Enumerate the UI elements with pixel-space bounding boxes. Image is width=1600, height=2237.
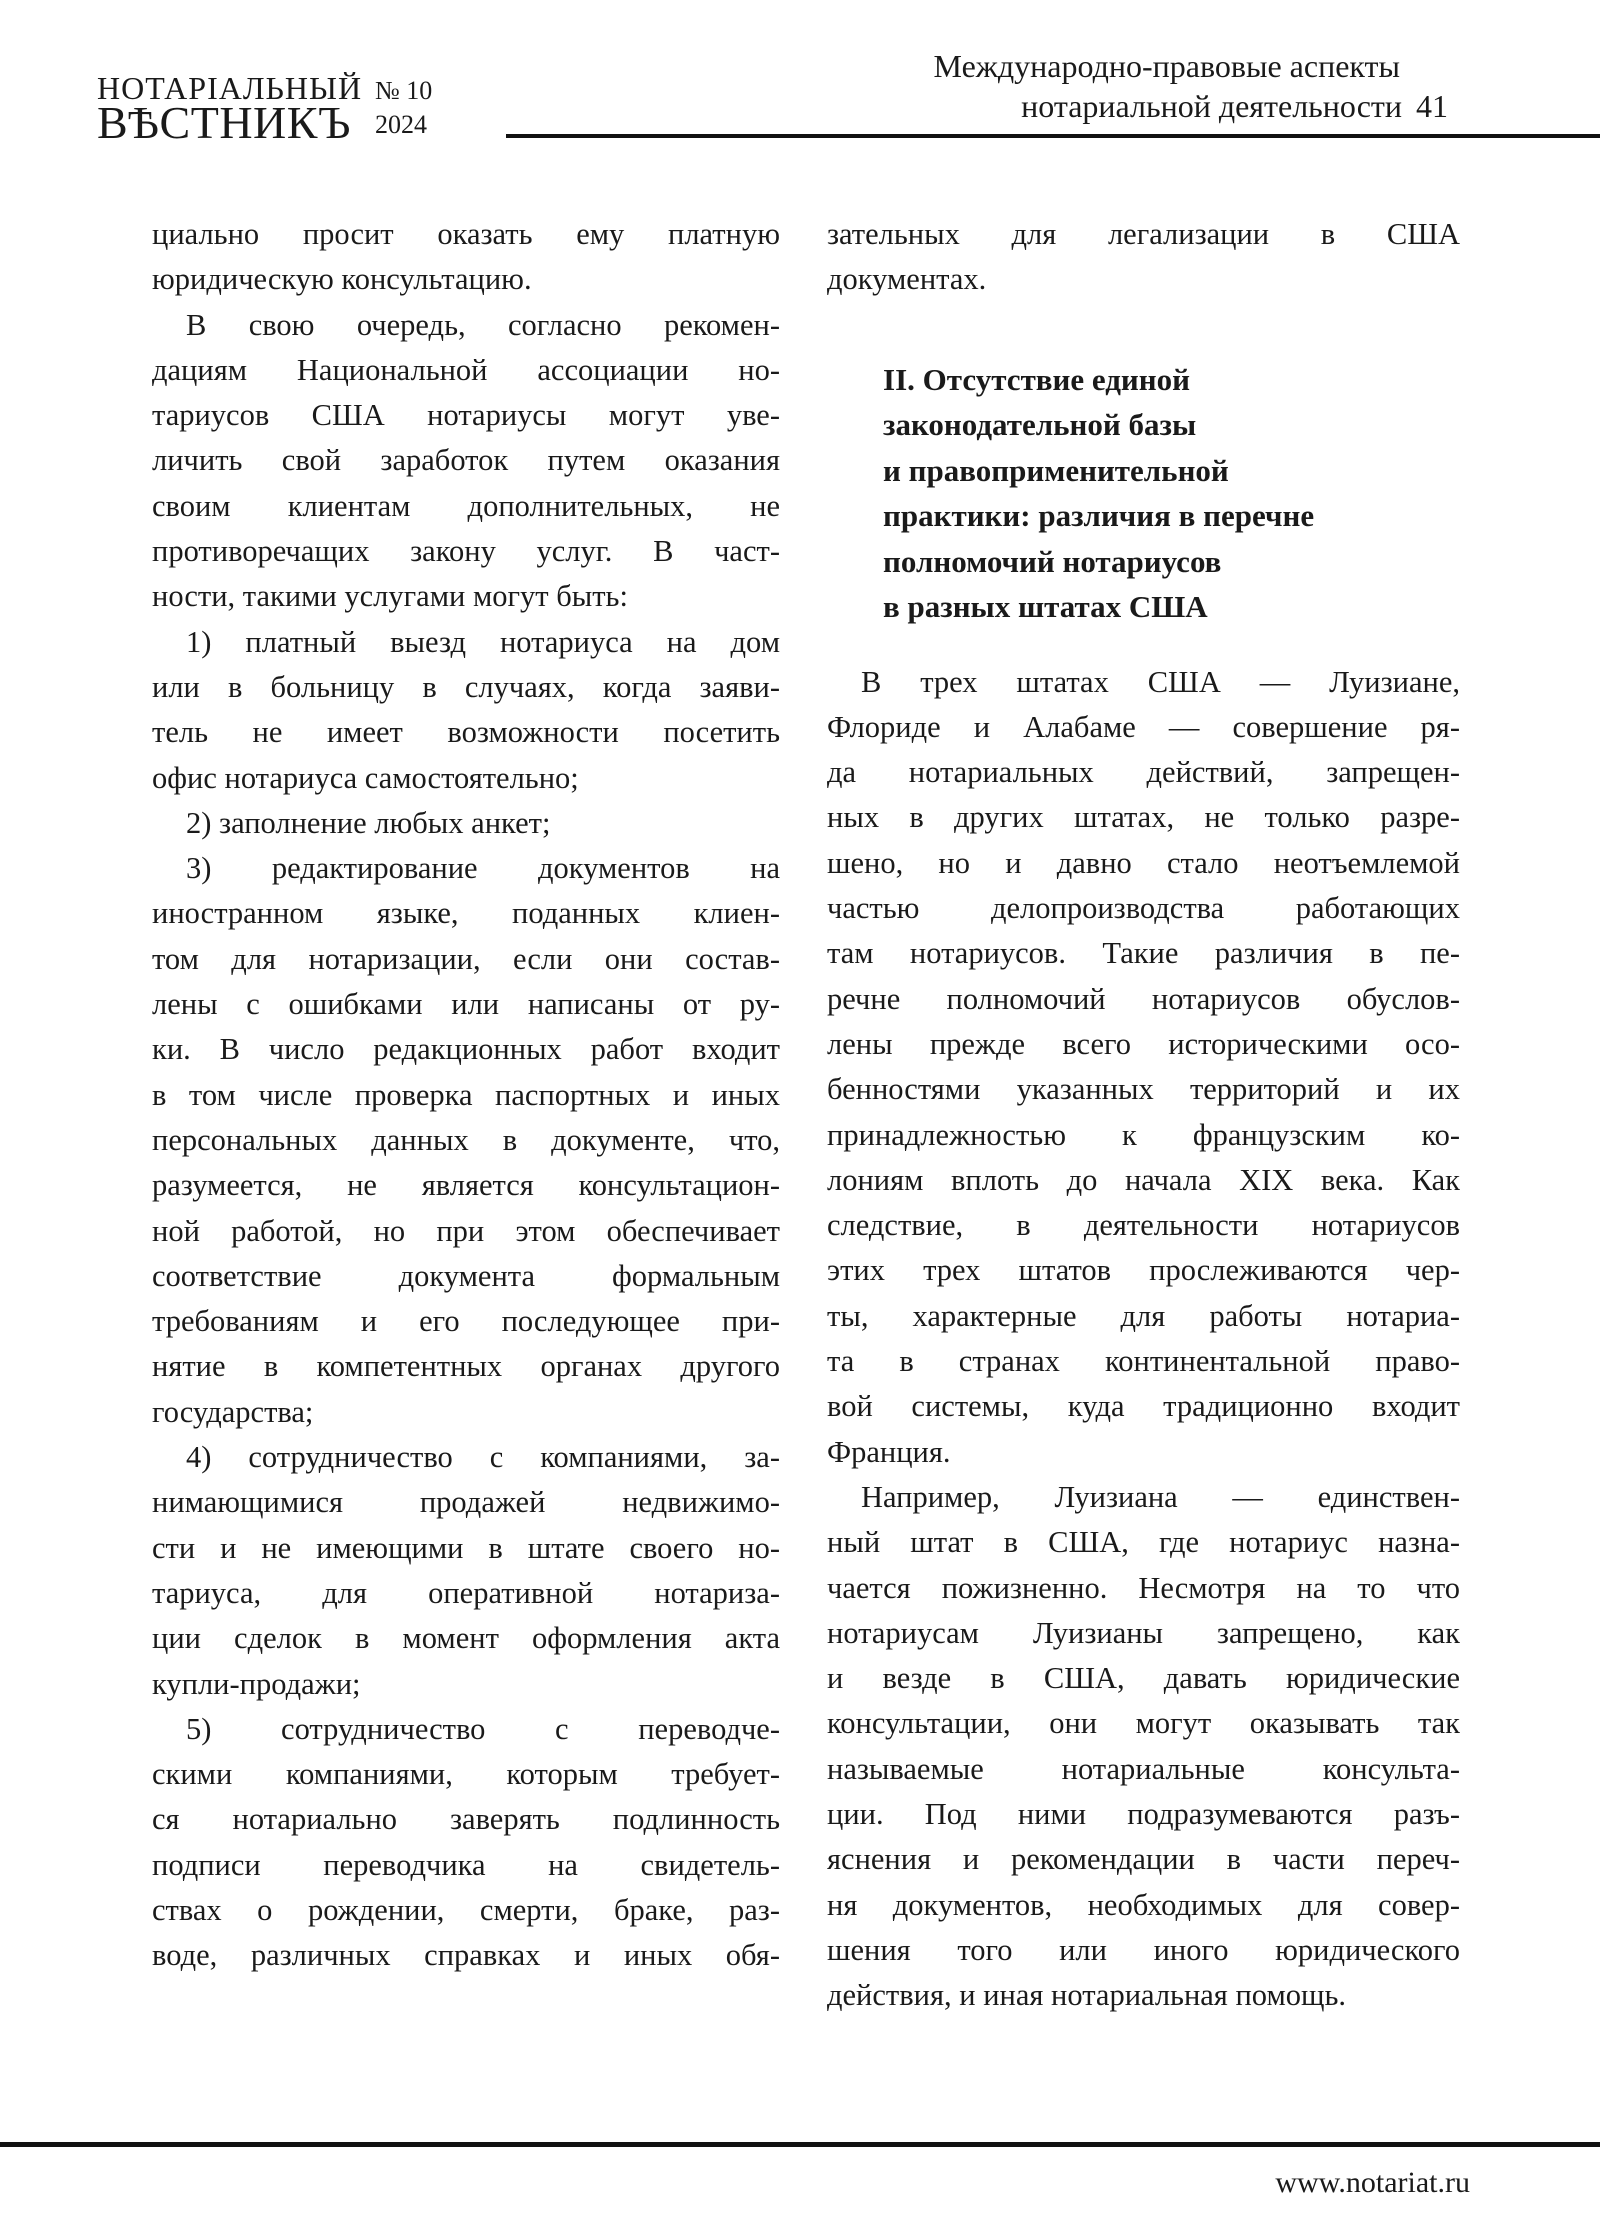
paragraph <box>152 303 780 620</box>
text-line: тариусов США нотариусы могут уве- <box>152 398 780 433</box>
text-line: тель не имеет возможности посетить <box>152 715 780 750</box>
text-line: ции сделок в момент оформления акта <box>152 1621 780 1656</box>
text-line: частью делопроизводства работающих <box>827 891 1460 926</box>
text-line: том для нотаризации, если они состав- <box>152 941 780 976</box>
paragraph <box>152 801 780 846</box>
text-line: своим клиентам дополнительных, не <box>152 488 780 523</box>
paragraph <box>152 1435 780 1707</box>
text-line: шения того или иного юридического <box>827 1932 1460 1967</box>
text-line: Франция. <box>827 1434 951 1469</box>
text-line: ный штат в США, где нотариус назна- <box>827 1525 1460 1560</box>
issue-year: 2024 <box>375 110 427 139</box>
text-line: ных в других штатах, не только разре- <box>827 800 1460 835</box>
paragraph <box>152 620 780 801</box>
heading-line: практики: различия в перечне <box>883 498 1315 534</box>
text-line: нимающимися продажей недвижимо- <box>152 1485 780 1520</box>
text-line: личить свой заработок путем оказания <box>152 443 780 478</box>
text-line: соответствие документа формальным <box>152 1258 780 1293</box>
text-line: вой системы, куда традиционно входит <box>827 1389 1460 1424</box>
section-title-line2 <box>934 86 1448 126</box>
paragraph <box>152 1707 780 1979</box>
heading-line: полномочий нотариусов <box>883 543 1222 579</box>
text-line: скими компаниями, которым требует- <box>152 1757 780 1792</box>
text-line: противоречащих закону услуг. В част- <box>152 534 780 569</box>
text-line: В свою очередь, согласно рекомен- <box>186 307 780 342</box>
text-line: действия, и иная нотариальная помощь. <box>827 1978 1347 2013</box>
text-line: яснения и рекомендации в части переч- <box>827 1842 1460 1877</box>
text-line: ся нотариально заверять подлинность <box>152 1802 780 1837</box>
heading-line: и правоприменительной <box>883 452 1229 488</box>
text-line: шено, но и давно стало неотъемлемой <box>827 845 1460 880</box>
paragraph <box>152 212 780 303</box>
text-line: ствах о рождении, смерти, браке, раз- <box>152 1892 780 1927</box>
text-line: лониям вплоть до начала XIX века. Как <box>827 1162 1460 1197</box>
text-line: лены с ошибками или написаны от ру- <box>152 987 780 1022</box>
text-line: подписи переводчика на свидетель- <box>152 1847 780 1882</box>
text-line: 5) сотрудничество с переводче- <box>186 1711 780 1746</box>
issue-number: № 10 <box>375 76 433 105</box>
text-line: и везде в США, давать юридические <box>827 1661 1460 1696</box>
paragraph <box>827 660 1460 1475</box>
text-line: иностранном языке, поданных клиен- <box>152 896 780 931</box>
text-line: та в странах континентальной право- <box>827 1344 1460 1379</box>
text-line: персональных данных в документе, что, <box>152 1122 780 1157</box>
running-header <box>934 46 1448 126</box>
text-line: ки. В число редакционных работ входит <box>152 1032 780 1067</box>
text-line: лены прежде всего историческими осо- <box>827 1026 1460 1061</box>
heading-line: законодательной базы <box>883 407 1197 443</box>
left-column <box>152 212 780 1979</box>
text-line: офис нотариуса самостоятельно; <box>152 760 579 795</box>
text-line: разумеется, не является консультацион- <box>152 1168 780 1203</box>
text-line: 4) сотрудничество с компаниями, за- <box>186 1440 780 1475</box>
text-line: В трех штатах США — Луизиане, <box>861 664 1460 699</box>
heading-line: II. Отсутствие единой <box>883 361 1191 397</box>
text-line: Например, Луизиана — единствен- <box>861 1479 1460 1514</box>
text-line: 1) платный выезд нотариуса на дом <box>186 624 780 659</box>
right-body <box>827 660 1460 2019</box>
text-line: ции. Под ними подразумеваются разъ- <box>827 1797 1460 1832</box>
journal-title-line1: НОТАРІАЛЬНЫЙ <box>97 70 363 106</box>
section-title-line1: Международно-правовые аспекты <box>933 48 1400 84</box>
text-line: циально просит оказать ему платную <box>152 217 780 251</box>
text-line: называемые нотариальные консульта- <box>827 1751 1460 1786</box>
text-line: этих трех штатов прослеживаются чер- <box>827 1253 1460 1288</box>
journal-title-line2: ВѢСТНИКЪ <box>97 97 351 148</box>
text-line: сти и не имеющими в штате своего но- <box>152 1530 780 1565</box>
text-line: дациям Национальной ассоциации но- <box>152 352 780 387</box>
text-line: бенностями указанных территорий и их <box>827 1072 1460 1107</box>
paragraph <box>152 846 780 1435</box>
text-line: ности, такими услугами могут быть: <box>152 579 628 614</box>
text-line: консультации, они могут оказывать так <box>827 1706 1460 1741</box>
text-line: да нотариальных действий, запрещен- <box>827 755 1460 790</box>
text-line: государства; <box>152 1394 314 1429</box>
text-line: купли-продажи; <box>152 1666 361 1701</box>
text-line: Флориде и Алабаме — совершение ря- <box>827 709 1460 744</box>
header-rule <box>506 134 1600 138</box>
text-line: зательных для легализации в США <box>827 217 1460 251</box>
text-line: 2) заполнение любых анкет; <box>186 805 551 840</box>
text-line: речне полномочий нотариусов обуслов- <box>827 981 1460 1016</box>
paragraph <box>827 212 1460 303</box>
text-line: воде, различных справках и иных обя- <box>152 1938 780 1973</box>
text-line: нятие в компетентных органах другого <box>152 1349 780 1384</box>
text-line: 3) редактирование документов на <box>186 851 780 886</box>
text-line: ты, характерные для работы нотариа- <box>827 1298 1460 1333</box>
paragraph <box>827 1475 1460 2019</box>
section-title-line2-text: нотариальной деятельности <box>1021 88 1402 124</box>
footer-url[interactable]: www.notariat.ru <box>1275 2166 1470 2199</box>
text-line: документах. <box>827 262 987 297</box>
heading-line: в разных штатах США <box>883 589 1208 625</box>
text-line: принадлежностью к французским ко- <box>827 1117 1460 1152</box>
text-line: там нотариусов. Такие различия в пе- <box>827 936 1460 971</box>
text-line: чается пожизненно. Несмотря на то что <box>827 1570 1460 1605</box>
text-line: нотариусам Луизианы запрещено, как <box>827 1615 1460 1650</box>
right-column <box>827 212 1460 2019</box>
text-line: или в больницу в случаях, когда заяви- <box>152 669 780 704</box>
text-line: следствие, в деятельности нотариусов <box>827 1208 1460 1243</box>
footer-rule <box>0 2142 1600 2147</box>
text-line: ной работой, но при этом обеспечивает <box>152 1213 780 1248</box>
text-line: ня документов, необходимых для совер- <box>827 1887 1460 1922</box>
text-line: требованиям и его последующее при- <box>152 1304 780 1339</box>
text-line: юридическую консультацию. <box>152 262 532 297</box>
page-number: 41 <box>1416 88 1448 124</box>
text-line: в том числе проверка паспортных и иных <box>152 1077 780 1112</box>
text-line: тариуса, для оперативной нотариза- <box>152 1575 780 1610</box>
section-heading <box>883 357 1460 630</box>
lead-paragraph <box>827 212 1460 303</box>
